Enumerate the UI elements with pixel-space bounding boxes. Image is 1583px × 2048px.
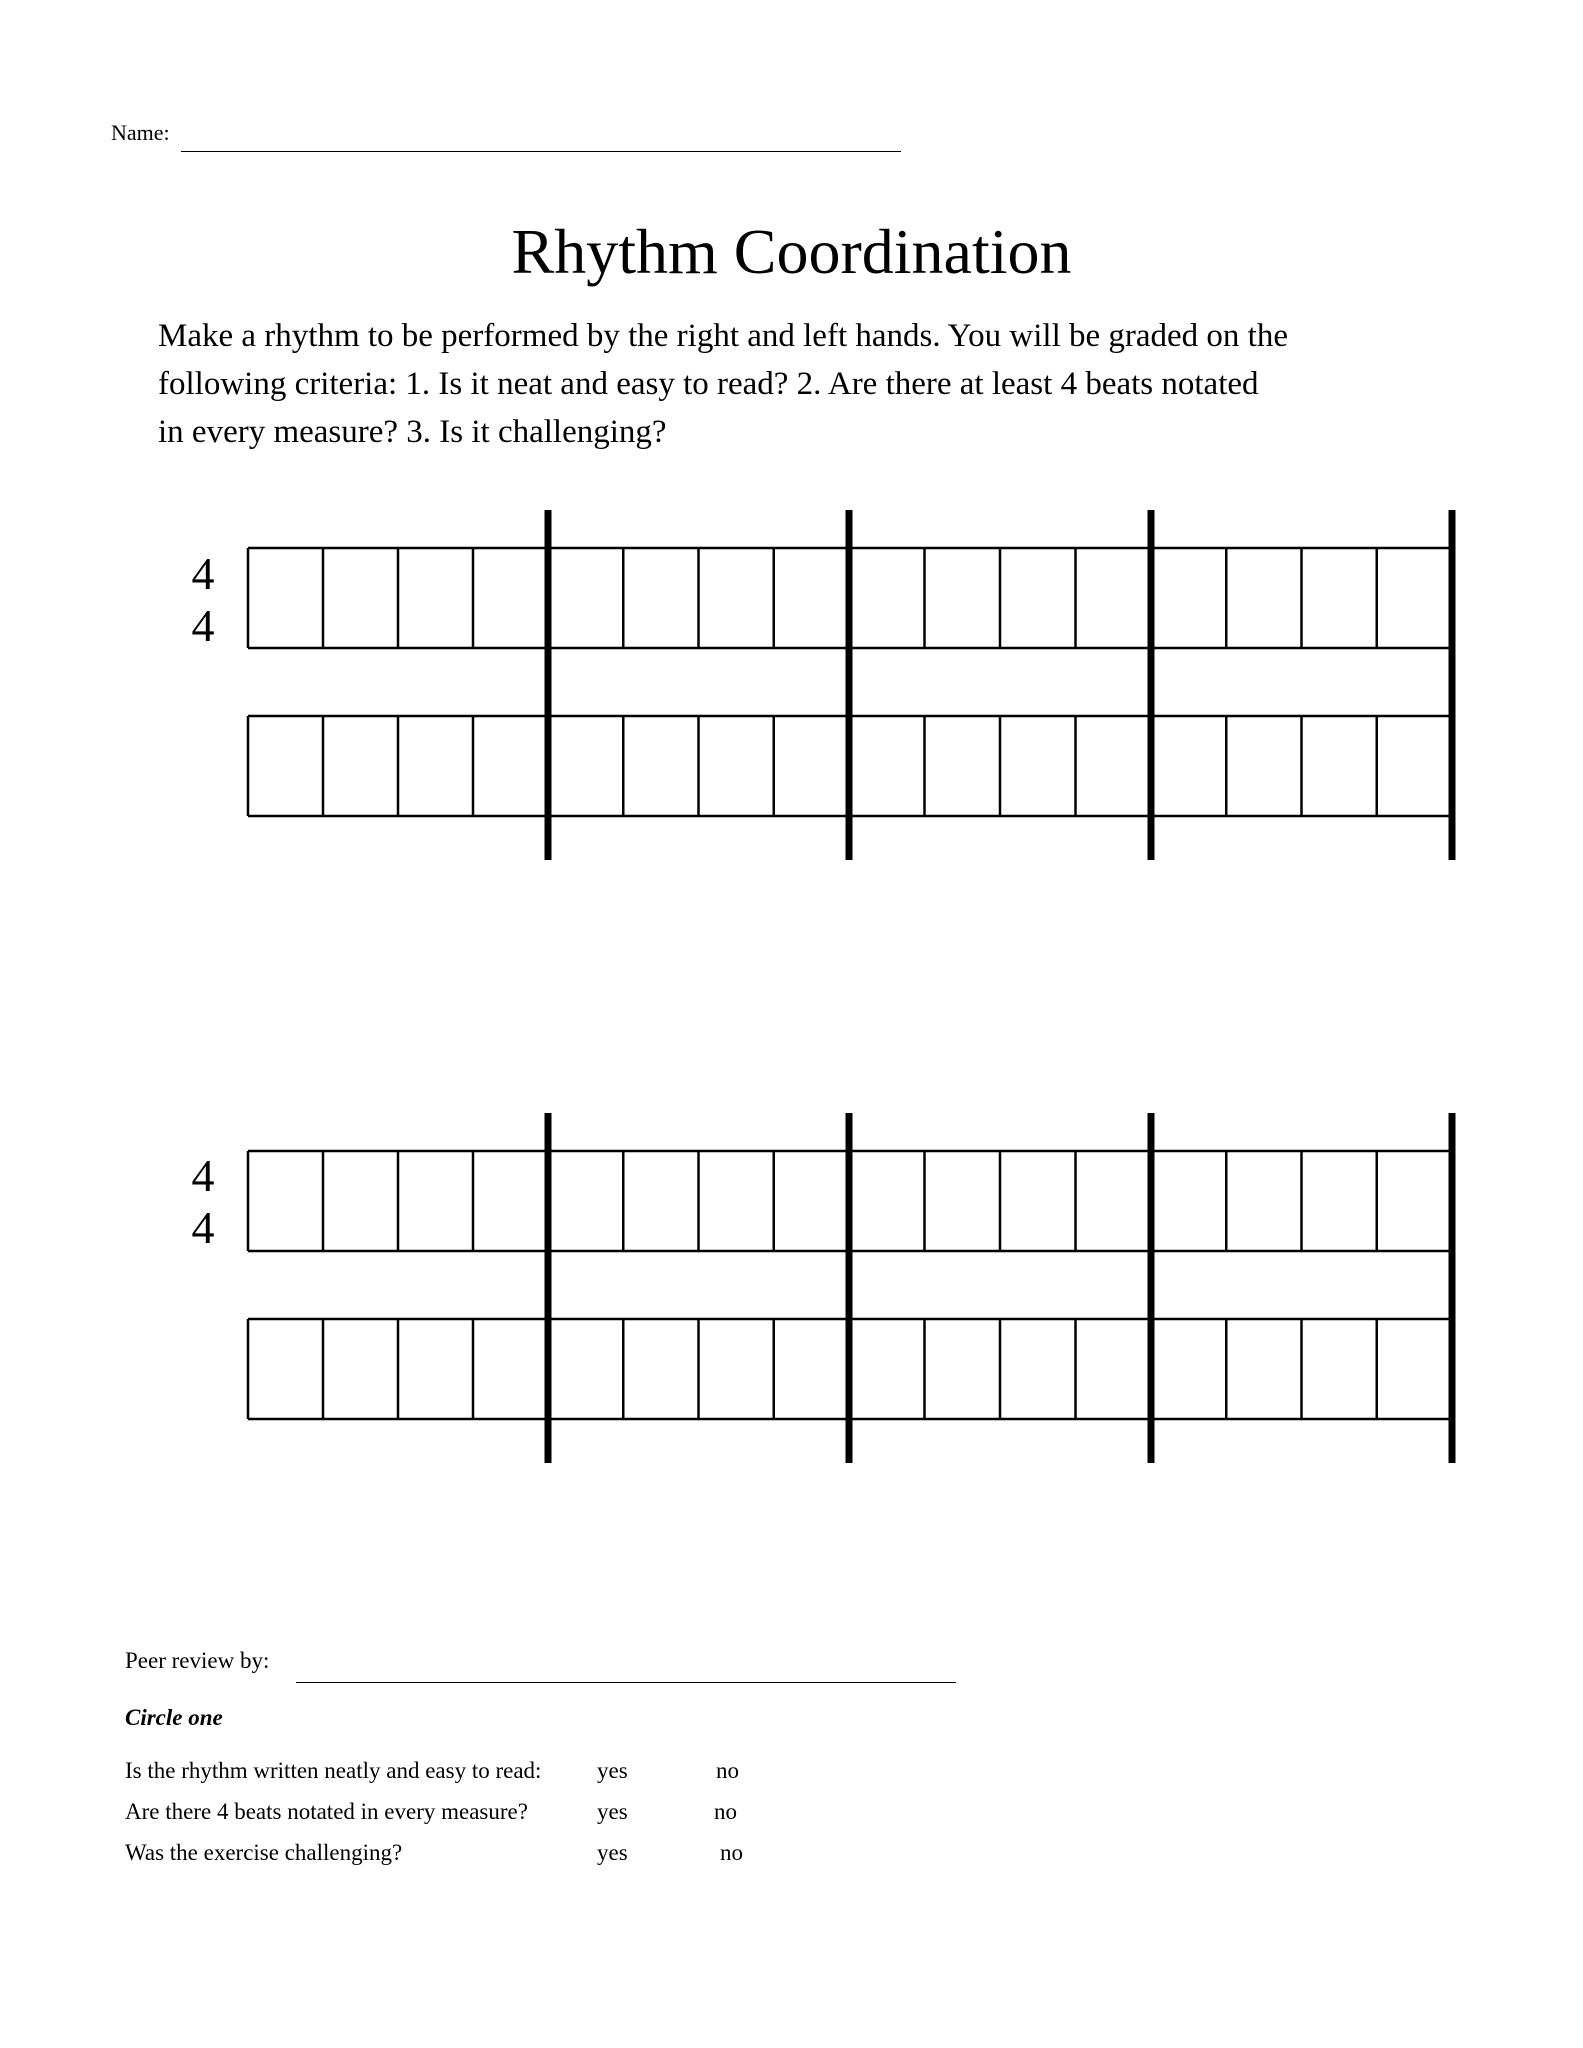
answer-no-2[interactable]: no	[714, 1799, 737, 1824]
answer-no-1[interactable]: no	[716, 1758, 739, 1783]
answer-yes-3[interactable]: yes	[597, 1840, 628, 1865]
answer-no-3[interactable]: no	[720, 1840, 743, 1865]
time-signature-bottom: 4	[191, 600, 215, 651]
instructions-line-3: in every measure? 3. Is it challenging?	[158, 414, 667, 450]
peer-review-label: Peer review by:	[125, 1648, 270, 1673]
peer-review-field[interactable]	[296, 1682, 956, 1683]
name-label: Name:	[111, 120, 170, 145]
question-2: Are there 4 beats notated in every measure?	[125, 1799, 528, 1824]
question-1: Is the rhythm written neatly and easy to read:	[125, 1758, 542, 1783]
question-3: Was the exercise challenging?	[125, 1840, 403, 1865]
answer-yes-2[interactable]: yes	[597, 1799, 628, 1824]
page-title: Rhythm Coordination	[511, 216, 1072, 287]
time-signature-top: 4	[191, 1150, 215, 1201]
instructions-line-2: following criteria: 1. Is it neat and easy to read? 2. Are there at least 4 beats notated	[158, 366, 1259, 402]
instructions-line-1: Make a rhythm to be performed by the right and left hands. You will be graded on the	[158, 318, 1288, 354]
time-signature-bottom: 4	[191, 1202, 215, 1253]
circle-one-label: Circle one	[125, 1705, 223, 1730]
time-signature-top: 4	[191, 548, 215, 599]
answer-yes-1[interactable]: yes	[597, 1758, 628, 1783]
